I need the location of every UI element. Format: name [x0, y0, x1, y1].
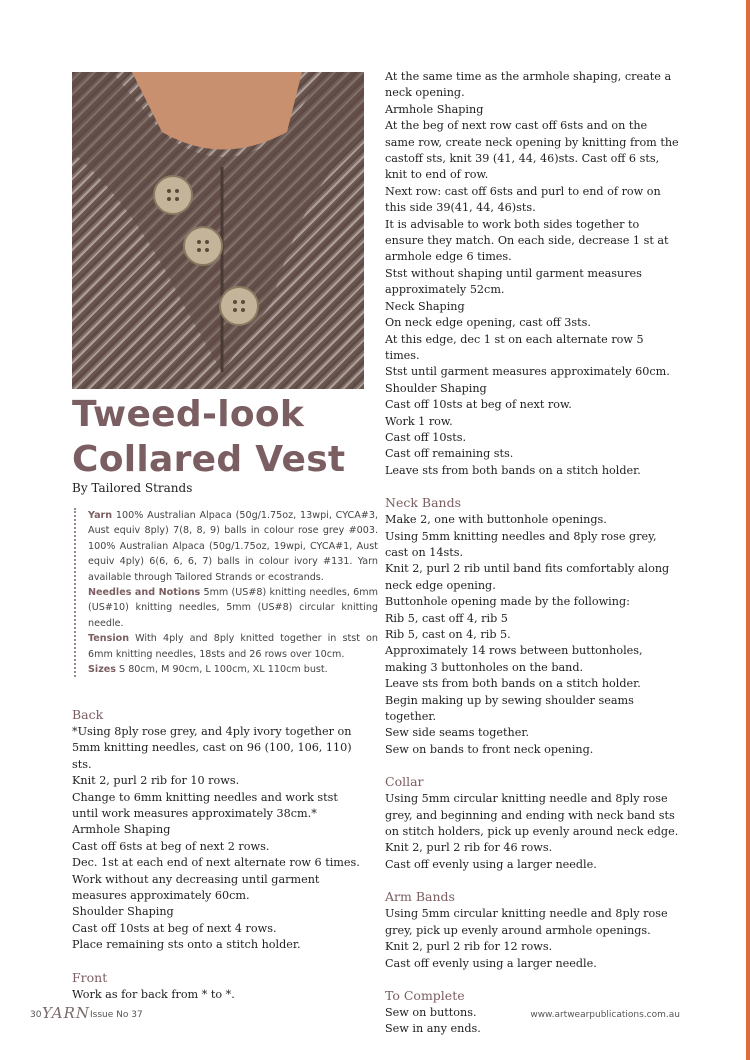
instruction-line: Sew on bands to front neck opening. [385, 742, 594, 756]
instruction-line: At the same time as the armhole shaping, create a neck opening. [385, 70, 672, 100]
page-footer [30, 1006, 680, 1024]
instruction-line: Cast off 10sts. [385, 430, 467, 444]
instruction-line: Sew in any ends. [385, 1022, 481, 1036]
publisher-url: www.artwearpublications.com.au [530, 1010, 680, 1020]
instruction-line: Using 5mm circular knitting needle and 8ply rose grey, pick up evenly around armhole openings. [385, 907, 668, 937]
instruction-line: Armhole Shaping [72, 823, 171, 837]
tension-text: With 4ply and 8ply knitted together in stst on 6mm knitting needles, 18sts and 26 rows over 10cm. [88, 633, 378, 660]
instruction-line: Begin making up by sewing shoulder seams together. [385, 693, 634, 724]
section-heading: Arm Bands [385, 889, 455, 905]
instruction-line: Sew side seams together. [385, 726, 530, 740]
section-gap [385, 972, 680, 987]
instruction-line: Cast off 10sts at beg of next row. [385, 398, 572, 412]
left-column [72, 706, 364, 1003]
instruction-line: At this edge, dec 1 st on each alternate row 5 times. [385, 332, 644, 362]
instruction-line: Using 5mm knitting needles and 8ply rose grey, cast on 14sts. [385, 529, 657, 559]
instruction-line: Cast off remaining sts. [385, 447, 514, 461]
section-heading: Collar [385, 774, 424, 790]
tension-label: Tension [88, 633, 130, 645]
instruction-line: Knit 2, purl 2 rib for 46 rows. [385, 841, 553, 855]
instruction-line: Cast off 6sts at beg of next 2 rows. [72, 839, 270, 853]
pattern-title [72, 392, 372, 482]
instruction-line: Shoulder Shaping [385, 381, 487, 395]
instruction-line: Neck Shaping [385, 299, 465, 313]
instruction-line: Rib 5, cast on 4, rib 5. [385, 628, 511, 641]
instruction-line: Knit 2, purl 2 rib for 12 rows. [385, 940, 553, 954]
page-edge-stripe [746, 0, 750, 1060]
instruction-line: Sew on buttons. [385, 1005, 477, 1019]
instruction-line: Knit 2, purl 2 rib for 10 rows. [72, 774, 240, 788]
instruction-line: Approximately 14 rows between buttonholes, making 3 buttonholes on the band. [385, 644, 643, 674]
byline: By Tailored Strands [72, 481, 193, 495]
instruction-line: Work as for back from * to *. [72, 987, 235, 1001]
instruction-line: On neck edge opening, cast off 3sts. [385, 316, 591, 330]
instruction-line: It is advisable to work both sides together to ensure they match. On each side, decrease 1 st at armhole edge 6 times. [385, 217, 669, 264]
instruction-line: Work without any decreasing until garment measures approximately 60cm. [72, 872, 320, 903]
yarn-label: Yarn [88, 510, 113, 521]
instruction-line: Cast off evenly using a larger needle. [385, 956, 597, 970]
materials-box [74, 508, 378, 677]
instruction-line: Armhole Shaping [385, 102, 484, 116]
tension-spec [88, 631, 378, 662]
magazine-logo: YARN [42, 1004, 90, 1022]
title-line-1: Tweed-look [72, 394, 305, 435]
section-gap [385, 873, 680, 888]
section-heading: To Complete [385, 987, 465, 1003]
instruction-line: *Using 8ply rose grey, and 4ply ivory together on 5mm knitting needles, cast on 96 (100, 106, 110) sts. [72, 725, 352, 771]
section-heading: Neck Bands [385, 495, 461, 511]
instruction-line: Stst without shaping until garment measures approximately 52cm. [385, 266, 642, 297]
sizes-spec [88, 662, 378, 677]
title-line-2: Collared Vest [72, 439, 346, 480]
instruction-line: At the beg of next row cast off 6sts and on the same row, create neck opening by knitting from the castoff sts, knit 39 (41, 44, 46)sts. Cast off 6 sts, knit to end of row. [385, 119, 679, 182]
right-column [385, 69, 680, 1038]
section-heading: Front [72, 969, 108, 985]
yarn-text: 100% Australian Alpaca (50g/1.75oz, 13wpi, CYCA#3, Aust equiv 8ply) 7(8, 8, 9) balls in colour rose grey #003. 100% Australian Alpaca (50g/1.75oz, 19wpi, CYCA#1, Aust equiv 4ply) 6(6, 6, 6, 7) balls in colour ivory #131. Yarn available through Tailored Strands or ecostrands. [88, 510, 378, 583]
sizes-label: Sizes [88, 664, 116, 676]
section-gap [385, 758, 680, 773]
garment-photo [72, 72, 364, 389]
instruction-line: Buttonhole opening made by the following: [385, 595, 630, 609]
instruction-line: Place remaining sts onto a stitch holder. [72, 938, 301, 952]
issue-number: Issue No 37 [90, 1010, 143, 1020]
instruction-line: Knit 2, purl 2 rib until band fits comfortably along neck edge opening. [385, 562, 670, 592]
instruction-line: Leave sts from both bands on a stitch holder. [385, 463, 641, 477]
yarn-spec [88, 508, 378, 585]
instruction-line: Shoulder Shaping [72, 905, 174, 919]
section-gap [385, 479, 680, 494]
instruction-line: Leave sts from both bands on a stitch holder. [385, 677, 641, 691]
section-heading: Back [72, 707, 104, 722]
section-gap [72, 954, 364, 969]
needles-label: Needles and Notions [88, 587, 201, 599]
instruction-line: Make 2, one with buttonhole openings. [385, 513, 607, 527]
needles-text: 5mm (US#8) knitting needles, 6mm (US#10) knitting needles, 5mm (US#8) circular knitting needle. [88, 587, 378, 629]
instruction-line: Using 5mm circular knitting needle and 8ply rose grey, and beginning and ending with neck band sts on stitch holders, pick up evenly around neck edge. [385, 792, 679, 839]
instruction-line: Stst until garment measures approximately 60cm. [385, 365, 670, 379]
instruction-line: Cast off evenly using a larger needle. [385, 857, 597, 871]
page-number: 30 [30, 1010, 42, 1020]
sizes-text: S 80cm, M 90cm, L 100cm, XL 110cm bust. [116, 664, 328, 676]
instruction-line: Rib 5, cast off 4, rib 5 [385, 611, 508, 625]
instruction-line: Dec. 1st at each end of next alternate row 6 times. [72, 856, 360, 870]
instruction-line: Work 1 row. [385, 414, 453, 428]
instruction-line: Cast off 10sts at beg of next 4 rows. [72, 921, 277, 935]
needles-spec [88, 585, 378, 631]
instruction-line: Next row: cast off 6sts and purl to end of row on this side 39(41, 44, 46)sts. [385, 184, 661, 215]
instruction-line: Change to 6mm knitting needles and work stst until work measures approximately 38cm.* [72, 790, 338, 821]
